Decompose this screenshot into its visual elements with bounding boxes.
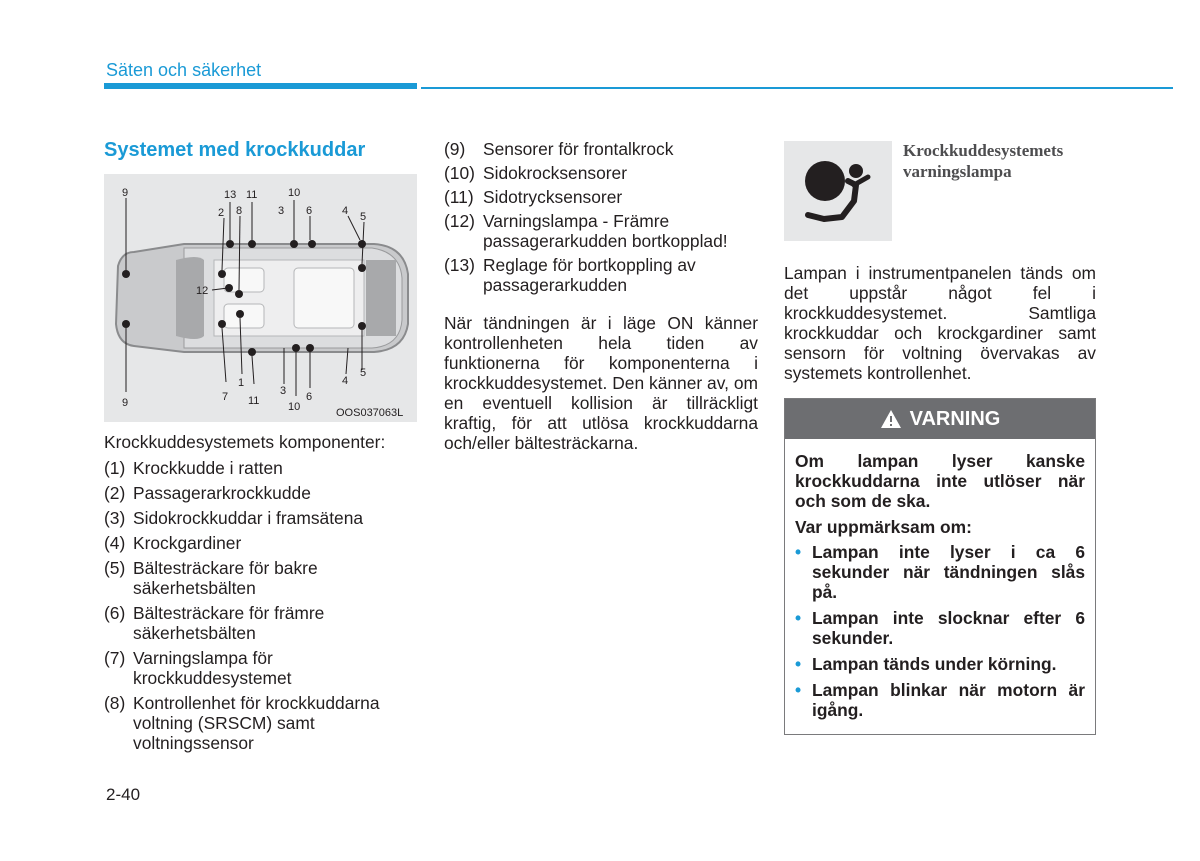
header-rule-thick bbox=[104, 83, 417, 89]
item-number: (10) bbox=[444, 163, 475, 183]
diagram-label: 1 bbox=[238, 377, 245, 389]
diagram-label: 2 bbox=[218, 207, 225, 219]
item-text: Varningslampa för krockkuddesystemet bbox=[133, 648, 292, 688]
bullet-item bbox=[795, 654, 1085, 674]
page-heading: Systemet med krockkuddar bbox=[104, 139, 366, 161]
list-item bbox=[444, 187, 758, 207]
diagram-label: 9 bbox=[122, 397, 129, 409]
bullet-item bbox=[795, 542, 1085, 602]
warning-lamp-paragraph: Lampan i instrumentpanelen tänds om det uppstår något fel i krockkuddesystemet. Samtliga krockkuddar och krockgardiner samt sensorn för voltning övervakas av systemets kontrollenhet. bbox=[784, 263, 1096, 383]
diagram-label: 10 bbox=[288, 401, 301, 413]
item-number: (12) bbox=[444, 211, 475, 231]
item-number: (6) bbox=[104, 603, 126, 623]
bullet-item bbox=[795, 680, 1085, 720]
bullet-dot-icon: • bbox=[795, 654, 802, 674]
diagram-label: 9 bbox=[122, 187, 129, 199]
diagram-label: 7 bbox=[222, 391, 229, 403]
item-number: (1) bbox=[104, 458, 126, 478]
item-text: Passagerarkrockkudde bbox=[133, 483, 311, 503]
page-number: 2-40 bbox=[106, 785, 141, 804]
diagram-label: 13 bbox=[224, 189, 237, 201]
list-item bbox=[444, 163, 758, 183]
warning-box bbox=[784, 398, 1096, 735]
diagram-label: 11 bbox=[248, 395, 260, 407]
diagram-label: 12 bbox=[196, 285, 209, 297]
components-list-continued bbox=[444, 139, 758, 453]
item-number: (4) bbox=[104, 533, 126, 553]
item-number: (13) bbox=[444, 255, 475, 275]
diagram-label: 3 bbox=[280, 385, 287, 397]
item-text: Sidotrycksensorer bbox=[483, 187, 623, 207]
item-number: (3) bbox=[104, 508, 126, 528]
diagram-label: 4 bbox=[342, 205, 349, 217]
warning-body bbox=[785, 439, 1095, 720]
item-number: (2) bbox=[104, 483, 126, 503]
warning-subheading: Var uppmärksam om: bbox=[795, 517, 972, 537]
bullet-dot-icon: • bbox=[795, 680, 802, 700]
item-number: (8) bbox=[104, 693, 126, 713]
bullet-text: Lampan tänds under körning. bbox=[812, 654, 1057, 674]
diagram-label: 5 bbox=[360, 211, 367, 223]
list-item bbox=[104, 533, 422, 553]
diagram-label: 8 bbox=[236, 205, 243, 217]
diagram-label: 3 bbox=[278, 205, 285, 217]
bullet-text: Lampan inte slocknar efter 6 sekunder. bbox=[812, 608, 1085, 648]
diagram-label: 4 bbox=[342, 375, 349, 387]
item-text: Sensorer för frontalkrock bbox=[483, 139, 674, 159]
bullet-dot-icon: • bbox=[795, 542, 802, 562]
list-item bbox=[104, 648, 422, 688]
airbag-seated-person-icon bbox=[784, 141, 892, 241]
list-item bbox=[104, 693, 422, 753]
ignition-paragraph: När tändningen är i läge ON känner kontrollenheten hela tiden av funktionerna för komponenterna i krockkuddesystemet. Den känner av, om en eventuell kollision är tillräckligt kraftig, för att utlösa krockkuddarna och/eller bältesträckarna. bbox=[444, 313, 758, 453]
diagram-code: OOS037063L bbox=[336, 407, 404, 419]
list-item bbox=[104, 603, 422, 643]
diagram-label: 10 bbox=[288, 187, 301, 199]
diagram-label: 5 bbox=[360, 367, 367, 379]
list-item bbox=[104, 458, 422, 478]
item-text: Bältesträckare för bakre säkerhetsbälten bbox=[133, 558, 318, 598]
item-text: Sidokrocksensorer bbox=[483, 163, 628, 183]
item-text: Varningslampa - Främre passagerarkudden bortkopplad! bbox=[483, 211, 728, 251]
item-number: (7) bbox=[104, 648, 126, 668]
item-number: (11) bbox=[444, 187, 474, 207]
bullet-text: Lampan inte lyser i ca 6 sekunder när tändningen slås på. bbox=[812, 542, 1085, 602]
item-text: Krockgardiner bbox=[133, 533, 242, 553]
item-text: Kontrollenhet för krockkuddarna voltning (SRSCM) samt voltningssensor bbox=[133, 693, 380, 753]
warning-paragraph: Om lampan lyser kanske krockkuddarna inte utlöser när och som de ska. bbox=[795, 451, 1085, 511]
diagram-label: 6 bbox=[306, 391, 313, 403]
list-item bbox=[444, 255, 758, 295]
item-number: (5) bbox=[104, 558, 126, 578]
item-text: Krockkudde i ratten bbox=[133, 458, 283, 478]
airbag-warning-icon bbox=[784, 141, 892, 241]
bullet-dot-icon: • bbox=[795, 608, 802, 628]
bullet-text: Lampan blinkar när motorn är igång. bbox=[812, 680, 1085, 720]
list-item bbox=[444, 139, 758, 159]
bullet-item bbox=[795, 608, 1085, 648]
item-text: Bältesträckare för främre säkerhetsbälten bbox=[133, 603, 325, 643]
warning-title: VARNING bbox=[909, 407, 1001, 430]
list-item bbox=[444, 211, 758, 251]
list-item bbox=[104, 508, 422, 528]
list-item bbox=[104, 558, 422, 598]
diagram-label: 11 bbox=[246, 189, 258, 201]
item-text: Sidokrockkuddar i framsätena bbox=[133, 508, 364, 528]
warning-header bbox=[785, 399, 1095, 439]
warning-triangle-icon bbox=[880, 409, 902, 429]
section-title: Säten och säkerhet bbox=[106, 60, 262, 80]
diagram-label: 6 bbox=[306, 205, 313, 217]
header-rule-thin bbox=[421, 87, 1173, 89]
components-intro: Krockkuddesystemets komponenter: bbox=[104, 432, 386, 452]
item-text: Reglage för bortkoppling av passagerarkudden bbox=[483, 255, 696, 295]
airbag-diagram bbox=[104, 174, 417, 422]
car-topview-illustration bbox=[104, 174, 417, 422]
list-item bbox=[104, 483, 422, 503]
item-number: (9) bbox=[444, 139, 466, 159]
warning-lamp-title: Krockkuddesystemets varningslampa bbox=[903, 141, 1064, 181]
components-list bbox=[104, 432, 422, 758]
